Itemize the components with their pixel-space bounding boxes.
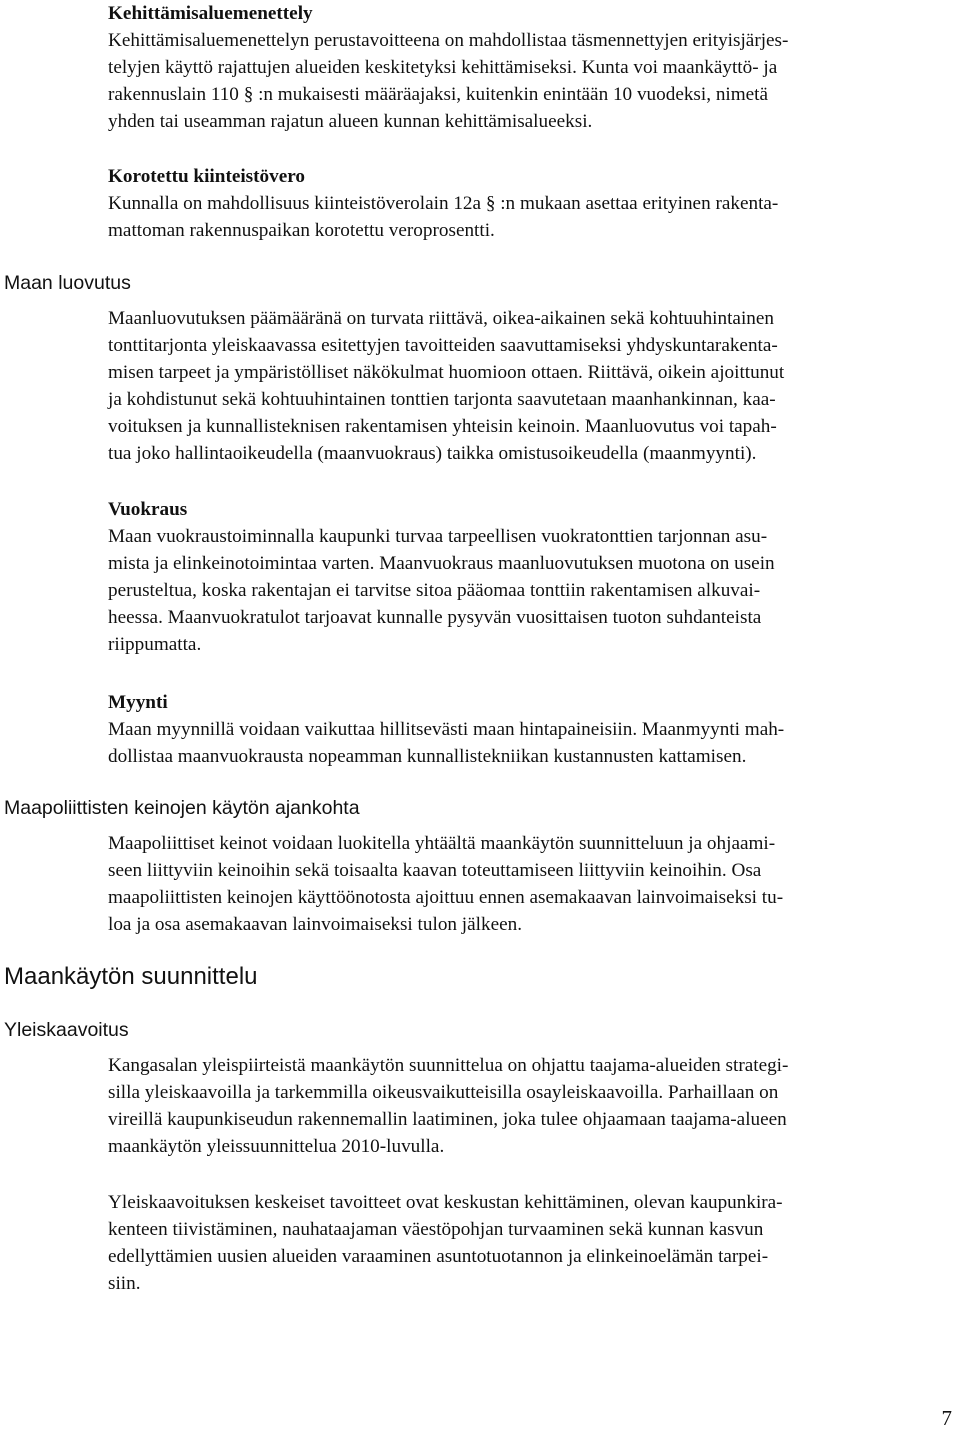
section-heading: Vuokraus — [108, 499, 188, 520]
paragraph-line: Maanluovutuksen päämääränä on turvata riittävä, oikea-aikainen sekä kohtuuhintainen — [108, 308, 774, 329]
page-number: 7 — [941, 1406, 952, 1430]
paragraph-line: maankäytön yleissuunnittelua 2010-luvulla. — [108, 1136, 445, 1157]
paragraph-line: seen liittyviin keinoihin sekä toisaalta kaavan toteuttamiseen liittyviin keinoihin. Osa — [108, 860, 762, 881]
paragraph-line: riippumatta. — [108, 634, 202, 655]
paragraph-line: yhden tai useamman rajatun alueen kunnan kehittämisalueeksi. — [108, 111, 593, 132]
paragraph-line: rakennuslain 110 § :n mukaisesti määräajaksi, kuitenkin enintään 10 vuodeksi, nimetä — [108, 84, 769, 105]
paragraph-line: loa ja osa asemakaavan lainvoimaiseksi tulon jälkeen. — [108, 914, 522, 935]
section-yleiskaavoitus-paragraph-2 — [108, 1189, 948, 1297]
paragraph-line: ja kohdistunut sekä kohtuuhintainen tonttien tarjonta saavutetaan maanhankinnan, kaa- — [108, 389, 776, 410]
heading-yleiskaavoitus: Yleiskaavoitus — [4, 1019, 129, 1041]
paragraph-line: siin. — [108, 1273, 141, 1294]
paragraph-line: tonttitarjonta yleiskaavassa esitettyjen tavoitteiden saavuttamiseksi yhdyskuntarakenta- — [108, 335, 778, 356]
paragraph-line: vireillä kaupunkiseudun rakennemallin laatiminen, joka tulee ohjaamaan taajama-alueen — [108, 1109, 787, 1130]
paragraph-line: Kehittämisaluemenettelyn perustavoitteena on mahdollistaa täsmennettyjen erityisjärjes- — [108, 30, 789, 51]
paragraph-line: tua joko hallintaoikeudella (maanvuokraus) taikka omistusoikeudella (maanmyynti). — [108, 443, 757, 464]
section-yleiskaavoitus-paragraph-1 — [108, 1052, 948, 1160]
paragraph-line: Yleiskaavoituksen keskeiset tavoitteet ovat keskustan kehittäminen, olevan kaupunkira- — [108, 1192, 783, 1213]
heading-keinojen-ajankohta: Maapoliittisten keinojen käytön ajankohta — [4, 797, 360, 819]
paragraph-line: Maan myynnillä voidaan vaikuttaa hillitsevästi maan hintapaineisiin. Maanmyynti mah- — [108, 719, 785, 740]
section-myynti — [108, 689, 948, 770]
section-heading: Myynti — [108, 692, 168, 713]
paragraph-line: Kunnalla on mahdollisuus kiinteistöverolain 12a § :n mukaan asettaa erityinen rakenta- — [108, 193, 779, 214]
section-heading: Korotettu kiinteistövero — [108, 166, 305, 187]
section-korotettu-kiinteistovero — [108, 163, 948, 244]
section-kehittamisaluemenettely — [108, 0, 948, 135]
paragraph-line: Maapoliittiset keinot voidaan luokitella yhtäältä maankäytön suunnitteluun ja ohjaami- — [108, 833, 776, 854]
paragraph-line: perusteltua, koska rakentajan ei tarvitse sitoa pääomaa tonttiin rakentamisen alkuvai- — [108, 580, 761, 601]
paragraph-line: mattoman rakennuspaikan korotettu veroprosentti. — [108, 220, 495, 241]
paragraph-line: dollistaa maanvuokrausta nopeamman kunnallistekniikan kustannusten kattamisen. — [108, 746, 747, 767]
paragraph-line: Maan vuokraustoiminnalla kaupunki turvaa tarpeellisen vuokratonttien tarjonnan asu- — [108, 526, 768, 547]
paragraph-line: maapoliittisten keinojen käyttöönotosta ajoittuu ennen asemakaavan lainvoimaiseksi tu- — [108, 887, 784, 908]
heading-maankayton-suunnittelu: Maankäytön suunnittelu — [4, 963, 258, 990]
paragraph-line: Kangasalan yleispiirteistä maankäytön suunnittelua on ohjattu taajama-alueiden strategi- — [108, 1055, 789, 1076]
paragraph-line: heessa. Maanvuokratulot tarjoavat kunnalle pysyvän vuosittaisen tuoton suhdanteista — [108, 607, 762, 628]
section-keinojen-ajankohta — [108, 830, 948, 938]
section-vuokraus — [108, 496, 948, 658]
section-maan-luovutus — [108, 305, 948, 467]
heading-maan-luovutus: Maan luovutus — [4, 272, 131, 294]
paragraph-line: silla yleiskaavoilla ja tarkemmilla oikeusvaikutteisilla osayleiskaavoilla. Parhaillaan on — [108, 1082, 779, 1103]
paragraph-line: edellyttämien uusien alueiden varaaminen asuntotuotannon ja elinkeinoelämän tarpei- — [108, 1246, 769, 1267]
paragraph-line: misen tarpeet ja ympäristölliset näkökulmat huomioon ottaen. Riittävä, oikein ajoittunut — [108, 362, 785, 383]
paragraph-line: mista ja elinkeinotoimintaa varten. Maanvuokraus maanluovutuksen muotona on usein — [108, 553, 775, 574]
paragraph-line: voituksen ja kunnallisteknisen rakentamisen yhteisin keinoin. Maanluovutus voi tapah- — [108, 416, 777, 437]
section-heading: Kehittämisaluemenettely — [108, 3, 313, 24]
paragraph-line: telyjen käyttö rajattujen alueiden keskitetyksi kehittämiseksi. Kunta voi maankäyttö- ja — [108, 57, 778, 78]
paragraph-line: kenteen tiivistäminen, nauhataajaman väestöpohjan turvaaminen sekä kunnan kasvun — [108, 1219, 764, 1240]
